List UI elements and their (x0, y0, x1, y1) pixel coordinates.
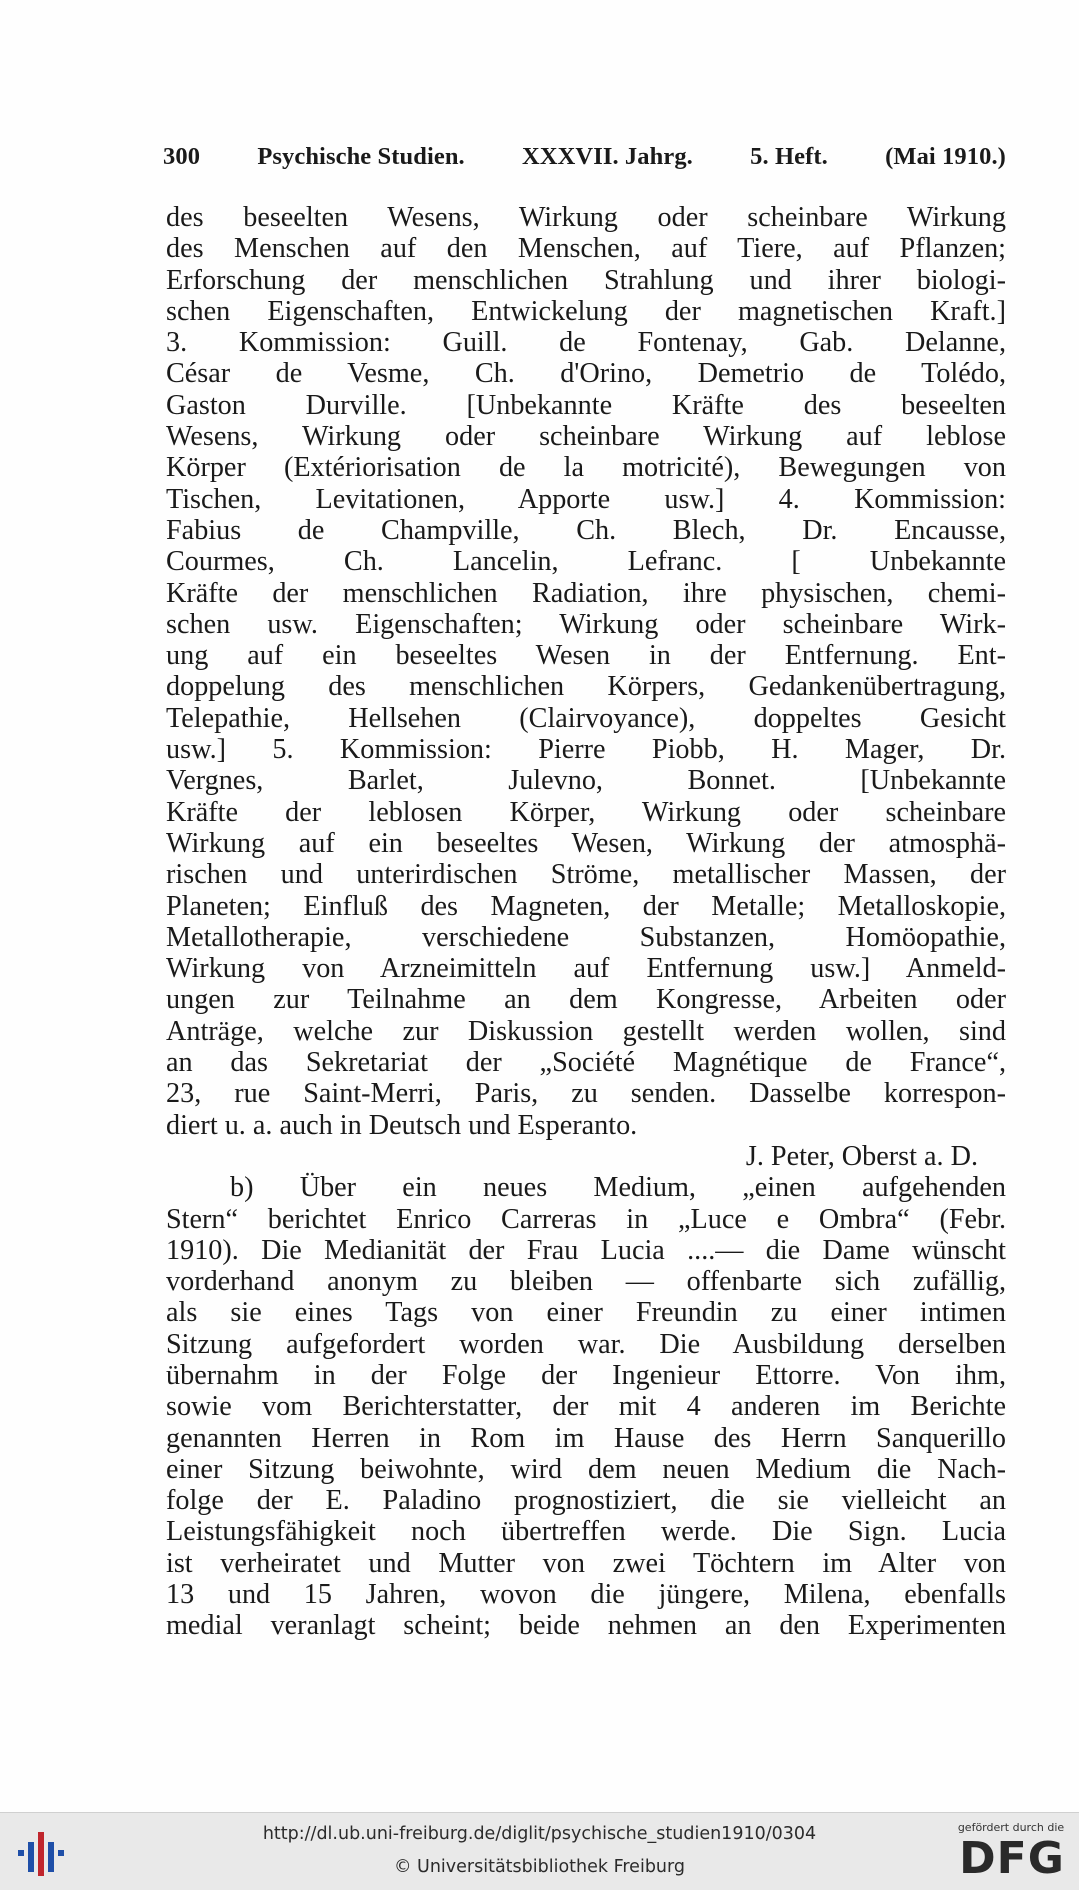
text-line: ung auf ein beseeltes Wesen in der Entfernung. Ent- (166, 640, 1006, 672)
text-line: Wirkung auf ein beseeltes Wesen, Wirkung der atmosphä- (166, 827, 1006, 859)
text-line: 23, rue Saint-Merri, Paris, zu senden. Dasselbe korrespon- (166, 1078, 1006, 1110)
text-line: 13 und 15 Jahren, wovon die jüngere, Milena, ebenfalls (166, 1579, 1006, 1611)
text-line: medial veranlagt scheint; beide nehmen an den Experimenten (166, 1610, 1006, 1642)
text-line: doppelung des menschlichen Körpers, Gedankenübertragung, (166, 671, 1006, 703)
running-header (163, 143, 1006, 171)
text-line: Kräfte der menschlichen Radiation, ihre physischen, chemi- (166, 577, 1006, 609)
text-line: des Menschen auf den Menschen, auf Tiere, auf Pflanzen; (166, 233, 1006, 265)
text-line: schen Eigenschaften, Entwickelung der magnetischen Kraft.] (166, 295, 1006, 327)
text-line: Wesens, Wirkung oder scheinbare Wirkung auf leblose (166, 421, 1006, 453)
text-line: genannten Herren in Rom im Hause des Herrn Sanquerillo (166, 1422, 1006, 1454)
text-line: folge der E. Paladino prognostiziert, die sie vielleicht an (166, 1485, 1006, 1517)
text-line: diert u. a. auch in Deutsch und Esperanto. (166, 1109, 638, 1141)
text-line: Vergnes, Barlet, Julevno, Bonnet. [Unbekannte (166, 765, 1006, 797)
text-line: Gaston Durville. [Unbekannte Kräfte des beseelten (166, 389, 1006, 421)
permalink-url[interactable]: http://dl.ub.uni-freiburg.de/diglit/psychische_studien1910/0304 (262, 1824, 817, 1844)
volume: XXXVII. Jahrg. (522, 143, 693, 170)
text-line: Courmes, Ch. Lancelin, Lefranc. [ Unbekannte (166, 546, 1006, 578)
dfg-caption: gefördert durch die (957, 1821, 1065, 1834)
text-line: sowie vom Berichterstatter, der mit 4 anderen im Berichte (166, 1391, 1006, 1423)
text-line: Metallotherapie, verschiedene Substanzen, Homöopathie, (166, 921, 1006, 953)
journal-title: Psychische Studien. (257, 143, 465, 170)
text-line: an das Sekretariat der „Société Magnétique de France“, (166, 1047, 1006, 1079)
text-line: Telepathie, Hellsehen (Clairvoyance), doppeltes Gesicht (166, 702, 1006, 734)
text-line: 3. Kommission: Guill. de Fontenay, Gab. Delanne, (166, 327, 1006, 359)
text-line: Erforschung der menschlichen Strahlung und ihrer biologi- (166, 264, 1006, 296)
body-text (166, 202, 1006, 1642)
section-b-heading-line: b) Über ein neues Medium, „einen aufgehenden (230, 1172, 1006, 1204)
text-line: Kräfte der leblosen Körper, Wirkung oder scheinbare (166, 796, 1006, 828)
text-line: Anträge, welche zur Diskussion gestellt werden wollen, sind (166, 1015, 1006, 1047)
text-line: schen usw. Eigenschaften; Wirkung oder scheinbare Wirk- (166, 608, 1006, 640)
dfg-logo-text: DFG (959, 1833, 1065, 1884)
page-number: 300 (163, 143, 201, 170)
issue: 5. Heft. (750, 143, 828, 170)
text-line: Fabius de Champville, Ch. Blech, Dr. Encausse, (166, 514, 1006, 546)
viewer-footer (0, 1812, 1079, 1890)
text-line: vorderhand anonym zu bleiben — offenbarte sich zufällig, (166, 1266, 1006, 1298)
text-line: Körper (Extériorisation de la motricité), Bewegungen von (166, 452, 1006, 484)
text-line: Stern“ berichtet Enrico Carreras in „Luce e Ombra“ (Febr. (166, 1203, 1006, 1235)
text-line: rischen und unterirdischen Ströme, metallischer Massen, der (166, 859, 1006, 891)
text-line: des beseelten Wesens, Wirkung oder scheinbare Wirkung (166, 202, 1006, 233)
copyright-notice: © Universitätsbibliothek Freiburg (393, 1857, 686, 1877)
text-line: César de Vesme, Ch. d'Orino, Demetrio de Tolédo, (166, 358, 1006, 390)
text-line: Planeten; Einfluß des Magneten, der Metalle; Metalloskopie, (166, 890, 1006, 922)
text-line: ist verheiratet und Mutter von zwei Töchtern im Alter von (166, 1547, 1006, 1579)
text-line: usw.] 5. Kommission: Pierre Piobb, H. Mager, Dr. (166, 734, 1006, 766)
text-line: ungen zur Teilnahme an dem Kongresse, Arbeiten oder (166, 984, 1006, 1016)
text-line: Sitzung aufgefordert worden war. Die Ausbildung derselben (166, 1328, 1006, 1360)
text-line: Wirkung von Arzneimitteln auf Entfernung usw.] Anmeld- (166, 953, 1006, 985)
text-line: einer Sitzung beiwohnte, wird dem neuen Medium die Nach- (166, 1453, 1006, 1485)
text-line: übernahm in der Folge der Ingenieur Ettorre. Von ihm, (166, 1359, 1006, 1391)
text-line: Leistungsfähigkeit noch übertreffen werde. Die Sign. Lucia (166, 1516, 1006, 1548)
text-line: 1910). Die Medianität der Frau Lucia ....— die Dame wünscht (166, 1234, 1006, 1266)
dfg-logo (952, 1821, 1070, 1885)
issue-date: (Mai 1910.) (885, 143, 1006, 170)
text-line: als sie eines Tags von einer Freundin zu einer intimen (166, 1297, 1006, 1329)
text-line: Tischen, Levitationen, Apporte usw.] 4. Kommission: (166, 483, 1006, 515)
signature: J. Peter, Oberst a. D. (745, 1140, 978, 1172)
